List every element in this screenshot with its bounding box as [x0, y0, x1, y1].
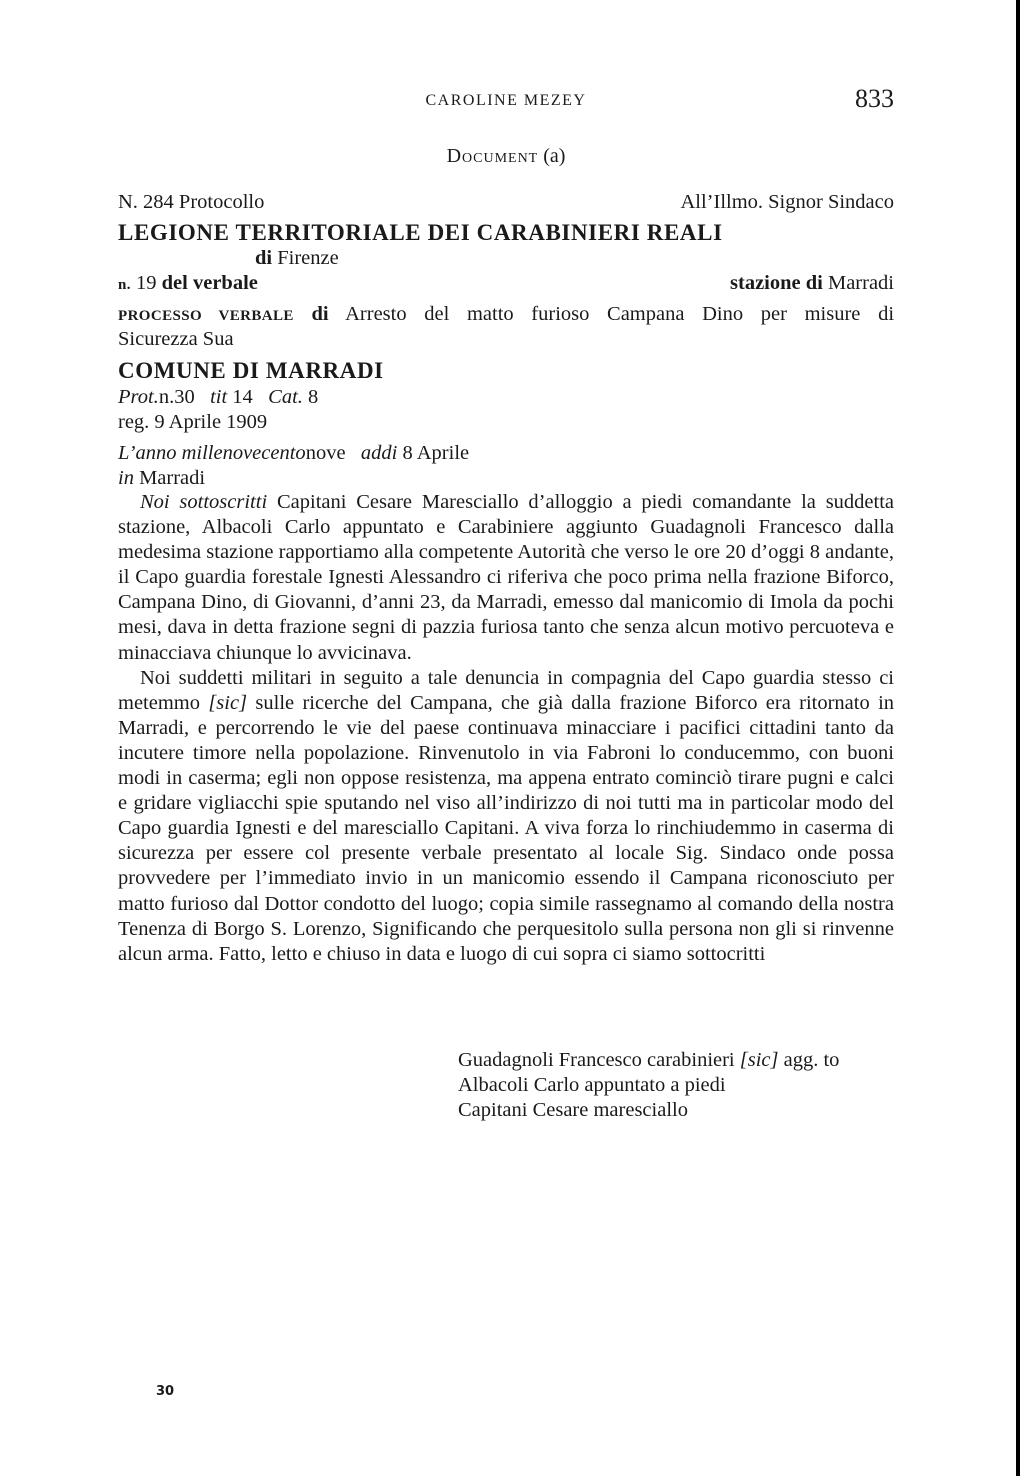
anno-label: L’anno millenovecento — [118, 442, 306, 464]
signature-2: Albacoli Carlo appuntato a piedi — [458, 1074, 726, 1096]
page-edge-bar — [1016, 0, 1020, 1476]
in-value: Marradi — [139, 467, 206, 489]
legion-sub-di: di — [255, 247, 273, 269]
report-body — [118, 490, 894, 967]
protocol-reference — [118, 385, 894, 410]
signature-3: Capitani Cesare maresciallo — [458, 1099, 688, 1121]
paragraph-2 — [118, 666, 894, 967]
legion-sub-city: Firenze — [277, 247, 339, 269]
addi-label: addi — [360, 442, 398, 464]
paragraph-1-lead: Noi sottoscritti — [140, 491, 268, 513]
place-line — [118, 466, 894, 491]
tit-label: tit — [210, 386, 228, 408]
processo-line-1 — [118, 302, 894, 329]
prot-value: n.30 — [158, 386, 195, 408]
signature-1-name: Guadagnoli Francesco carabinieri — [458, 1049, 735, 1071]
paragraph-2-part-2: sulle ricerche del Campana, che già dalla frazione Biforco era ritornato in Marradi, e percorrendo le vie del paese continuava minacciare i pacifici cittadini tanto da incutere timore nella popolazione. Rinvenutolo in via Fabroni lo conducemmo, con buoni modi in caserma; egli non oppose resistenza, ma appena entrato cominciò tirare pugni e calci e gridare vigliacchi spie sputando nel viso all’indirizzo di noi tutti ma in particolar modo del Capo guardia Ignesti e del maresciallo Capitani. A viva forza lo rinchiudemmo in caserma di sicurezza per essere col presente verbale presentato al locale Sig. Sindaco onde possa provvedere per l’immediato invio in un manicomio essendo il Campana riconosciuto per matto furioso dal Dottor condotto del luogo; copia simile rassegnamo al comando della nostra Tenenza di Borgo S. Lorenzo, Significando che perquesitolo sulla persona non gli si rinvenne alcun arma. Fatto, letto e chiuso in data e luogo di cui sopra ci siamo sottocritti — [118, 691, 895, 965]
addi-value: 8 Aprile — [402, 442, 470, 464]
cat-value: 8 — [308, 386, 319, 408]
processo-line-2: Sicurezza Sua — [118, 328, 234, 350]
document-title-suffix: (a) — [543, 145, 566, 167]
registration-date: reg. 9 Aprile 1909 — [118, 411, 268, 433]
cat-label: Cat. — [268, 386, 303, 408]
paragraph-2-sic: [sic] — [208, 691, 248, 714]
tit-value: 14 — [232, 386, 253, 408]
prot-label: Prot. — [118, 386, 159, 408]
processo-text-1: Arresto del matto furioso Campana Dino per misure di — [345, 303, 895, 325]
folio-number: 30 — [156, 1384, 175, 1399]
paragraph-1 — [118, 490, 894, 666]
verbale-n-value: 19 — [136, 272, 157, 294]
in-label: in — [118, 467, 134, 489]
comune-heading: COMUNE DI MARRADI — [118, 358, 384, 383]
document-title-word: Document — [446, 145, 539, 167]
verbale-n-label: n. — [118, 277, 131, 293]
addressee: All’Illmo. Signor Sindaco — [680, 191, 894, 213]
verbale-number — [118, 271, 258, 298]
page-number: 833 — [855, 84, 894, 113]
verbale-label: del verbale — [161, 272, 258, 294]
signature-1-sic: [sic] — [739, 1049, 779, 1071]
year-line — [118, 441, 894, 466]
station-label: stazione di — [730, 272, 823, 294]
protocol-line — [118, 190, 894, 215]
running-header-author: CAROLINE MEZEY — [425, 92, 587, 109]
paragraph-2-part-1: Noi suddetti militari in seguito a tale denuncia in compagnia del Capo guardia stesso ci metemmo — [118, 666, 894, 714]
processo-label: PROCESSO VERBALE — [118, 308, 294, 324]
signature-1 — [458, 1048, 839, 1073]
legion-subheading — [118, 246, 894, 271]
paragraph-1-text: Capitani Cesare Maresciallo d’alloggio a piedi comandante la suddetta stazione, Albacoli Carlo appuntato e Carabiniere aggiunto Guadagnoli Francesco dalla medesima stazione rapportiamo alla competente Autorità che verso le ore 20 d’oggi 8 andante, il Capo guardia forestale Ignesti Alessandro ci riferiva che poco prima nella frazione Biforco, Campana Dino, di Giovanni, d’anni 23, da Marradi, emesso dal manicomio di Imola da pochi mesi, dava in detta frazione segni di pazzia furiosa tanto che senza alcun motivo percuoteva e minacciava chiunque lo avvicinava. — [118, 491, 895, 664]
signature-1-rank: agg. to — [783, 1049, 840, 1071]
processo-di: di — [311, 303, 329, 325]
verbale-line — [118, 271, 894, 298]
legion-heading: LEGIONE TERRITORIALE DEI CARABINIERI REALI — [118, 220, 723, 245]
station-value: Marradi — [827, 272, 894, 294]
protocol-number: N. 284 Protocollo — [118, 191, 265, 213]
anno-value: nove — [305, 442, 346, 464]
station — [730, 271, 894, 298]
document-title — [118, 145, 894, 168]
